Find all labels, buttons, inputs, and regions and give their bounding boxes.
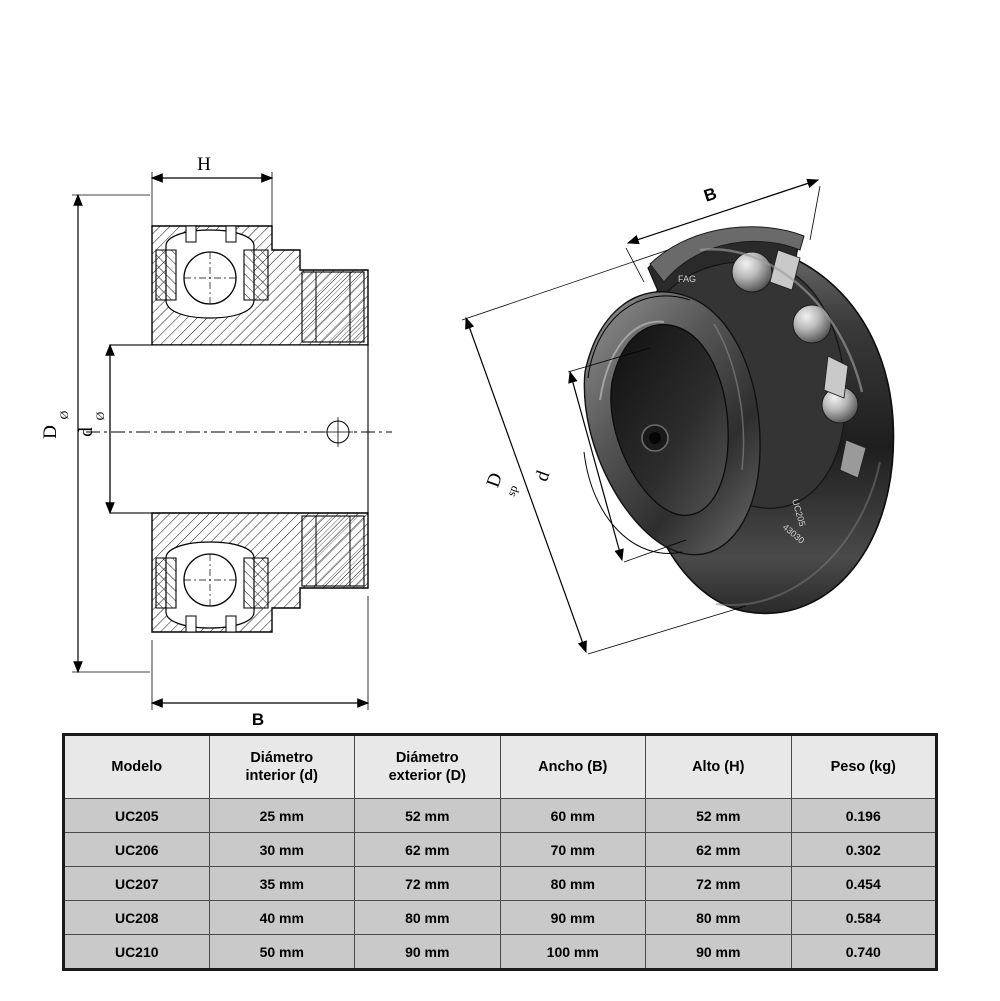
col-diametro-interior <box>209 735 355 799</box>
cell-peso: 0.196 <box>791 799 937 833</box>
cell-B: 80 mm <box>500 867 646 901</box>
cell-d: 25 mm <box>209 799 355 833</box>
cell-H: 90 mm <box>646 935 792 970</box>
col-modelo <box>64 735 210 799</box>
col-de-l1: Diámetro <box>395 749 459 766</box>
cell-peso: 0.584 <box>791 901 937 935</box>
cell-D: 52 mm <box>355 799 501 833</box>
table-row <box>64 935 937 970</box>
dimension-H <box>152 154 272 226</box>
cell-modelo: UC207 <box>64 867 210 901</box>
cell-d: 50 mm <box>209 935 355 970</box>
label-D-symbol: Ø <box>57 410 71 420</box>
col-di-l1: Diámetro <box>250 749 314 766</box>
cell-B: 60 mm <box>500 799 646 833</box>
bore-region <box>86 345 392 513</box>
label-d-iso: d <box>531 468 555 485</box>
cell-d: 40 mm <box>209 901 355 935</box>
table-header-row <box>64 735 937 799</box>
cell-D: 62 mm <box>355 833 501 867</box>
table-row <box>64 833 937 867</box>
cell-d: 35 mm <box>209 867 355 901</box>
label-D: D <box>40 425 61 439</box>
mark-fag: FAG <box>678 274 697 284</box>
cell-modelo: UC206 <box>64 833 210 867</box>
col-alto-l1: Alto (H) <box>692 758 745 775</box>
outer-ring-top <box>152 226 368 345</box>
label-B-section: B <box>251 710 265 729</box>
cell-modelo: UC210 <box>64 935 210 970</box>
cell-H: 52 mm <box>646 799 792 833</box>
dimension-d-inner <box>76 345 110 513</box>
mark-43030: 43030 <box>780 521 807 546</box>
cell-peso: 0.454 <box>791 867 937 901</box>
cell-modelo: UC208 <box>64 901 210 935</box>
section-view <box>40 154 392 729</box>
label-H: H <box>197 154 211 175</box>
cell-d: 30 mm <box>209 833 355 867</box>
spec-table-wrap <box>62 733 938 971</box>
label-Dsp-sub: sp <box>503 483 521 499</box>
cell-D: 90 mm <box>355 935 501 970</box>
cell-H: 62 mm <box>646 833 792 867</box>
cell-B: 100 mm <box>500 935 646 970</box>
col-diametro-exterior <box>355 735 501 799</box>
cell-H: 72 mm <box>646 867 792 901</box>
col-di-l2: interior (d) <box>245 768 318 784</box>
cell-D: 80 mm <box>355 901 501 935</box>
cell-modelo: UC205 <box>64 799 210 833</box>
col-ancho-l1: Ancho (B) <box>538 758 608 775</box>
cell-B: 70 mm <box>500 833 646 867</box>
spec-table <box>62 733 938 971</box>
cell-D: 72 mm <box>355 867 501 901</box>
table-row <box>64 901 937 935</box>
label-d: d <box>76 427 97 437</box>
iso-view <box>462 180 893 654</box>
col-peso <box>791 735 937 799</box>
table-row <box>64 799 937 833</box>
cell-peso: 0.740 <box>791 935 937 970</box>
label-Dsp: D <box>482 470 508 491</box>
outer-ring-bottom <box>152 513 368 632</box>
mark-uc205: UC205 <box>790 497 808 528</box>
cell-H: 80 mm <box>646 901 792 935</box>
col-ancho <box>500 735 646 799</box>
col-de-l2: exterior (D) <box>388 768 466 784</box>
label-d-symbol: Ø <box>93 411 107 421</box>
col-peso-l1: Peso (kg) <box>830 758 896 775</box>
cell-peso: 0.302 <box>791 833 937 867</box>
col-modelo-l1: Modelo <box>111 758 163 775</box>
cell-B: 90 mm <box>500 901 646 935</box>
label-B-iso: B <box>701 183 720 206</box>
table-row <box>64 867 937 901</box>
col-alto <box>646 735 792 799</box>
